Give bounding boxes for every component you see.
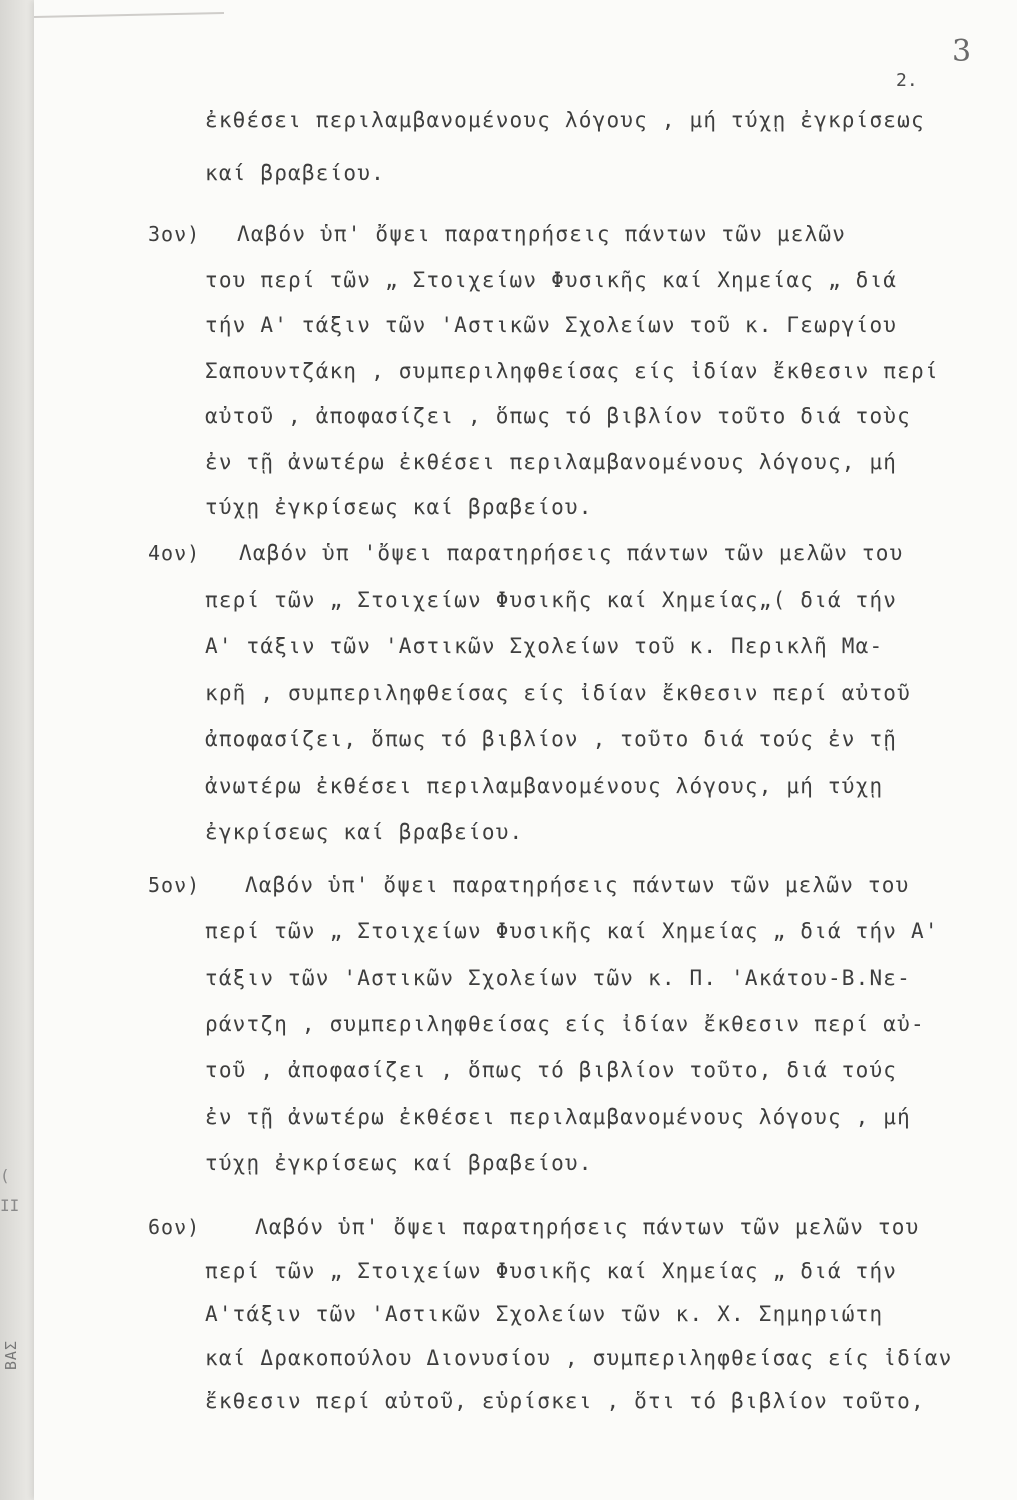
text-line: περί τῶν „ Στοιχείων Φυσικῆς καί Χημείας „ διά τήν Α': [205, 919, 939, 944]
text-line: περί τῶν „ Στοιχείων Φυσικῆς καί Χημείας„( διά τήν: [205, 587, 898, 612]
margin-stamp-vertical: ΒΑΣ: [2, 1340, 20, 1371]
text-line: ἀποφασίζει, ὅπως τό βιβλίον , τοῦτο διά τούς ἐν τῇ: [205, 727, 898, 751]
paragraph-label: 3ον): [148, 222, 201, 246]
text-line: Σαπουντζάκη , συμπεριληφθείσας είς ἰδίαν ἔκθεσιν περί: [205, 358, 939, 383]
text-line: τήν Α' τάξιν τῶν 'Αστικῶν Σχολείων τοῦ κ. Γεωργίου: [205, 313, 898, 337]
text-line: Α' τάξιν τῶν 'Αστικῶν Σχολείων τοῦ κ. Περικλῆ Μα-: [205, 634, 884, 658]
text-line: ἐγκρίσεως καί βραβείου.: [205, 820, 524, 844]
paragraph-label: 4ον): [148, 541, 201, 565]
paragraph-label: 5ον): [148, 873, 201, 897]
text-line: καί Δρακοπούλου Διονυσίου , συμπεριληφθείσας είς ἰδίαν: [205, 1345, 953, 1370]
text-line: αὐτοῦ , ἀποφασίζει , ὅπως τό βιβλίον τοῦτο διά τοὺς: [205, 404, 911, 428]
paragraph-label: 6ον): [148, 1215, 201, 1239]
text-line: του περί τῶν „ Στοιχείων Φυσικῆς καί Χημείας „ διά: [205, 267, 898, 292]
text-line: κρῆ , συμπεριληφθείσας είς ἰδίαν ἔκθεσιν περί αὐτοῦ: [205, 680, 911, 705]
text-line: ἐν τῇ ἀνωτέρω ἐκθέσει περιλαμβανομένους λόγους , μή: [205, 1104, 911, 1129]
text-line: Λαβόν ὑπ' ὄψει παρατηρήσεις πάντων τῶν μελῶν: [237, 222, 847, 246]
folio-number: 3: [952, 34, 972, 69]
text-line: καί βραβείου.: [205, 161, 385, 185]
text-line: τάξιν τῶν 'Αστικῶν Σχολείων τῶν κ. Π. 'Ακάτου-Β.Νε-: [205, 965, 911, 990]
margin-stamp-top: (: [0, 1166, 10, 1185]
text-line: περί τῶν „ Στοιχείων Φυσικῆς καί Χημείας „ διά τήν: [205, 1258, 898, 1283]
text-line: ἐν τῇ ἀνωτέρω ἐκθέσει περιλαμβανομένους λόγους, μή: [205, 449, 898, 474]
text-line: ράντζη , συμπεριληφθείσας είς ἰδίαν ἔκθεσιν περί αὐ-: [205, 1011, 925, 1036]
text-line: ἐκθέσει περιλαμβανομένους λόγους , μή τύχῃ ἐγκρίσεως: [205, 108, 925, 132]
text-line: Α'τάξιν τῶν 'Αστικῶν Σχολείων τῶν κ. Χ. Σημηριώτη: [205, 1302, 884, 1326]
text-line: ἔκθεσιν περί αὐτοῦ, εὑρίσκει , ὅτι τό βιβλίον τοῦτο,: [205, 1389, 925, 1413]
text-line: Λαβόν ὑπ' ὄψει παρατηρήσεις πάντων τῶν μελῶν του: [245, 873, 910, 897]
text-line: τύχῃ ἐγκρίσεως καί βραβείου.: [205, 1150, 593, 1175]
margin-stamp-mid: II: [0, 1196, 20, 1215]
page-number: 2.: [896, 70, 918, 91]
text-line: ἀνωτέρω ἐκθέσει περιλαμβανομένους λόγους, μή τύχῃ: [205, 773, 884, 798]
text-line: τοῦ , ἀποφασίζει , ὅπως τό βιβλίον τοῦτο, διά τούς: [205, 1058, 898, 1083]
document-page: [34, 0, 1017, 1500]
binding-gutter: [0, 0, 34, 1500]
text-line: Λαβόν ὑπ' ὄψει παρατηρήσεις πάντων τῶν μελῶν του: [255, 1215, 920, 1239]
fold-line: [34, 12, 224, 18]
text-line: Λαβόν ὑπ 'ὄψει παρατηρήσεις πάντων τῶν μελῶν του: [239, 541, 904, 565]
text-line: τύχῃ ἐγκρίσεως καί βραβείου.: [205, 495, 593, 519]
